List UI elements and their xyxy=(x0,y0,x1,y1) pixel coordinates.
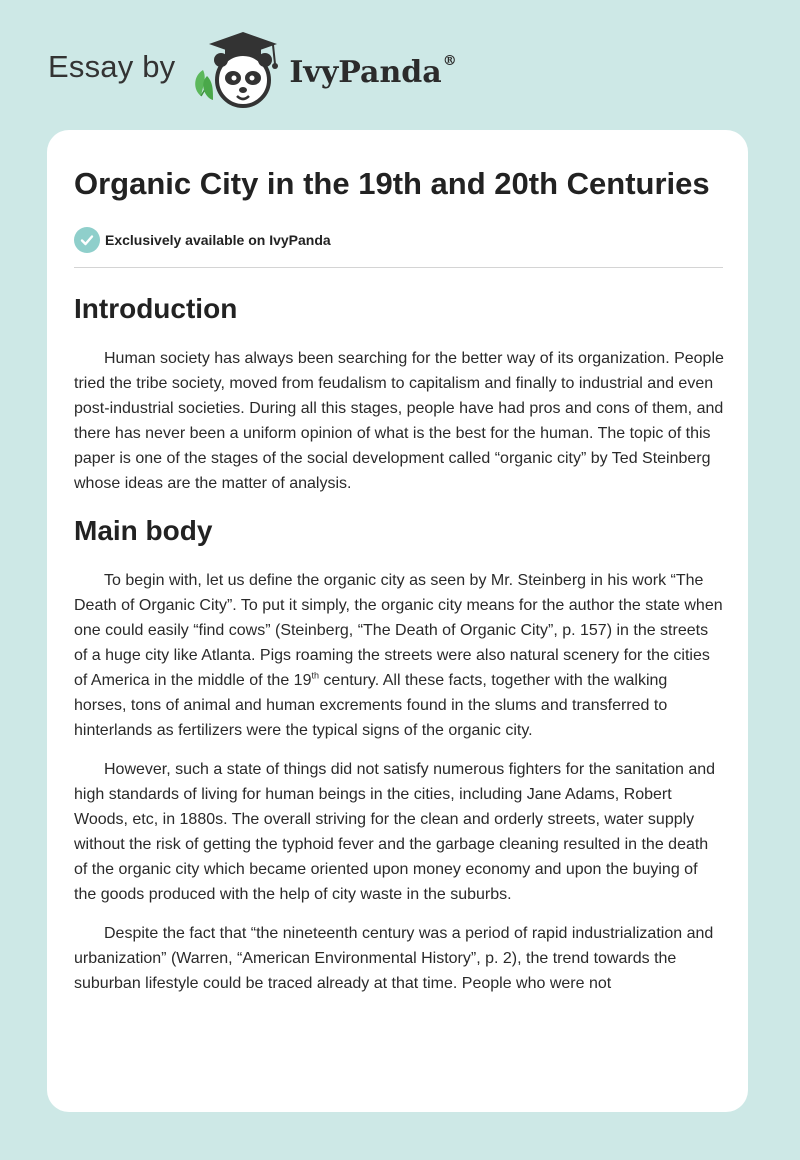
essay-title: Organic City in the 19th and 20th Centuries xyxy=(74,166,710,201)
paragraph: Despite the fact that “the nineteenth century was a period of rapid industrialization and urbanization” (Warren, “American Environmental History”, p. 2), the trend towards the suburban lifestyle could be traced already at that time. People who were not xyxy=(74,925,714,992)
paragraph xyxy=(74,568,724,743)
paragraph: Human society has always been searching for the better way of its organization. People tried the tribe society, moved from feudalism to capitalism and finally to industrial and even post-industrial societies. During all this stages, people have had pros and cons of them, and there has never been a uniform opinion of what is the best for the human. The topic of this paper is one of the stages of the social development called “organic city” by Ted Steinberg whose ideas are the matter of analysis. xyxy=(74,350,724,492)
exclusive-badge xyxy=(74,227,724,253)
site-header xyxy=(48,30,457,110)
essay-by-label: Essay by xyxy=(48,49,176,84)
brand-name: IvyPanda xyxy=(289,54,442,90)
essay-card xyxy=(47,130,748,1112)
essay-content xyxy=(74,162,724,1010)
section-heading-main-body: Main body xyxy=(74,515,213,546)
exclusive-label: Exclusively available on IvyPanda xyxy=(105,232,331,248)
panda-graduate-icon[interactable] xyxy=(189,30,283,110)
brand-wordmark[interactable] xyxy=(289,52,457,90)
ordinal-suffix: th xyxy=(311,670,319,681)
paragraph-text: To begin with, let us define the organic city as seen by Mr. Steinberg in his work “The Death of Organic City”. To put it simply, the organic city means for the author the state when one could easily “find cows” (Steinberg, “The Death of Organic City”, p. 157) in the streets of a huge city like Atlanta. Pigs roaming the streets were also natural scenery for the cities of America in the middle of the 19 xyxy=(74,572,723,689)
divider xyxy=(74,267,723,268)
paragraph: However, such a state of things did not satisfy numerous fighters for the sanitation and high standards of living for human beings in the cities, including Jane Adams, Robert Woods, etc, in 1880s. The overall striving for the clean and orderly streets, water supply without the risk of getting the typhoid fever and the garbage cleaning resulted in the death of the organic city which became oriented upon money economy and upon the buying of the goods produced with the help of city waste in the suburbs. xyxy=(74,761,716,903)
checkmark-icon xyxy=(74,227,100,253)
paragraph-text: century. All these facts, together with the walking horses, tons of animal and human excrements found in the slums and transferred to hinterlands as fertilizers were the typical signs of the organic city. xyxy=(74,672,668,739)
registered-mark: ® xyxy=(442,52,457,69)
section-heading-introduction: Introduction xyxy=(74,293,238,324)
